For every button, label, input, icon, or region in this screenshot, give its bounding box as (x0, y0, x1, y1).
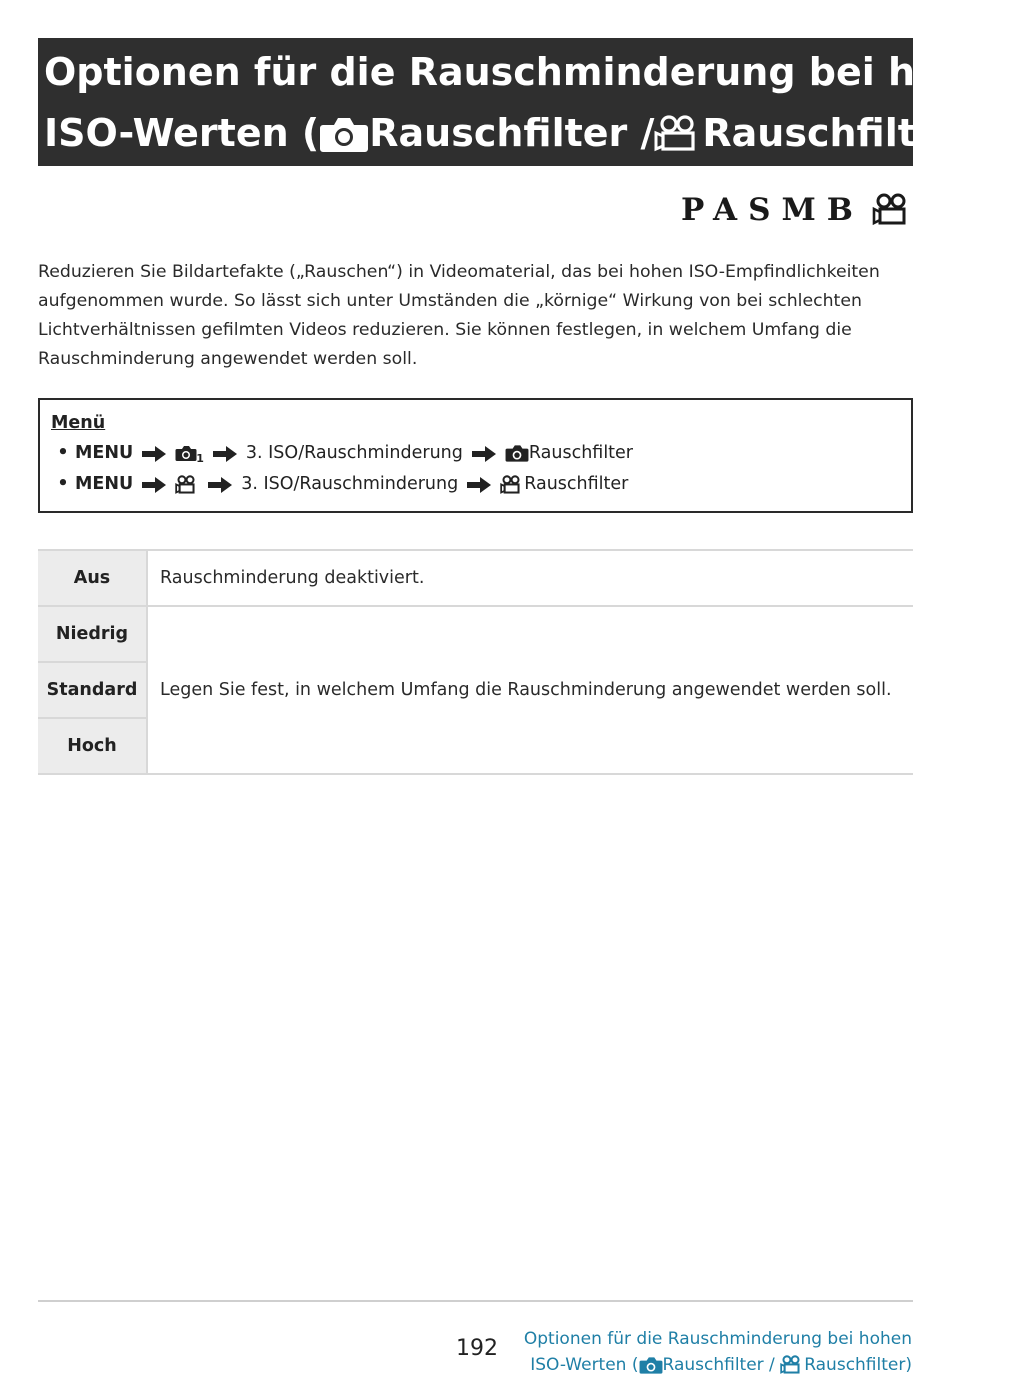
option-label: Standard (38, 662, 147, 718)
option-label: Hoch (38, 718, 147, 774)
arrow-right-icon (471, 445, 497, 463)
option-label: Niedrig (38, 606, 147, 662)
arrow-right-icon (141, 445, 167, 463)
camera-icon (639, 1356, 663, 1375)
arrow-right-icon (141, 476, 167, 494)
camera-icon (505, 444, 529, 463)
option-label: Aus (38, 550, 147, 606)
tab-number: 1 (196, 452, 204, 465)
footer-link-prefix[interactable]: ISO-Werten ( (530, 1355, 639, 1375)
footer-link-photo[interactable]: Rauschfilter / (662, 1355, 781, 1375)
arrow-right-icon (207, 476, 233, 494)
footer-divider (38, 1300, 913, 1302)
menu-key: MENU (75, 474, 134, 494)
menu-path-item (51, 469, 901, 500)
movie-camera-icon (654, 114, 702, 154)
menu-target: Rauschfilter (524, 474, 629, 494)
footer-link-video[interactable]: Rauschfilter) (804, 1355, 912, 1375)
menu-path-item (51, 438, 901, 469)
table-row (38, 606, 913, 662)
footer-link-line-2[interactable] (524, 1352, 912, 1378)
arrow-right-icon (466, 476, 492, 494)
intro-paragraph: Reduzieren Sie Bildartefakte („Rauschen“) in Videomaterial, das bei hohen ISO-Empfindlichkeiten aufgenommen wurde. So lässt sich unter Umständen die „körnige“ Wirkung von bei schlechten Lichtverhältnissen gefilmten Videos reduzieren. Sie können festlegen, in welchem Umfang die Rauschminderung angewendet werden soll. (38, 262, 880, 369)
bullet: • (57, 443, 69, 463)
menu-path-text: 3. ISO/Rauschminderung (241, 474, 459, 494)
mode-letters: PASMB (680, 192, 864, 228)
camera-icon (175, 445, 197, 462)
menu-key: MENU (75, 443, 134, 463)
movie-camera-icon (872, 193, 910, 227)
title-text-1: Optionen für die Rauschminderung bei hohen (44, 50, 1021, 94)
options-table (38, 549, 913, 775)
bullet: • (57, 474, 69, 494)
camera-icon (319, 115, 369, 153)
option-description: Legen Sie fest, in welchem Umfang die Rauschminderung angewendet werden soll. (160, 680, 892, 700)
menu-target: Rauschfilter (528, 443, 634, 463)
title-text-2-photo: Rauschfilter / (369, 111, 655, 155)
title-text-2-video: Rauschfilter) (702, 111, 978, 155)
page-title (38, 38, 1021, 166)
page-number: 192 (456, 1336, 498, 1361)
menu-title: Menü (51, 413, 106, 433)
arrow-right-icon (212, 445, 238, 463)
footer-link-line-1[interactable]: Optionen für die Rauschminderung bei hohen (523, 1329, 912, 1349)
movie-camera-icon (500, 475, 522, 495)
movie-camera-icon (780, 1355, 802, 1375)
menu-path-text: 3. ISO/Rauschminderung (245, 443, 463, 463)
option-description: Rauschminderung deaktiviert. (160, 568, 425, 588)
movie-camera-icon (175, 475, 197, 495)
page-title-line-2 (44, 103, 978, 164)
page-title-line-1 (44, 42, 1021, 103)
table-row (38, 550, 913, 606)
menu-path-box (38, 398, 913, 513)
title-text-2-prefix: ISO-Werten ( (44, 111, 320, 155)
shooting-modes (681, 192, 910, 228)
footer-section-link[interactable] (524, 1326, 912, 1378)
